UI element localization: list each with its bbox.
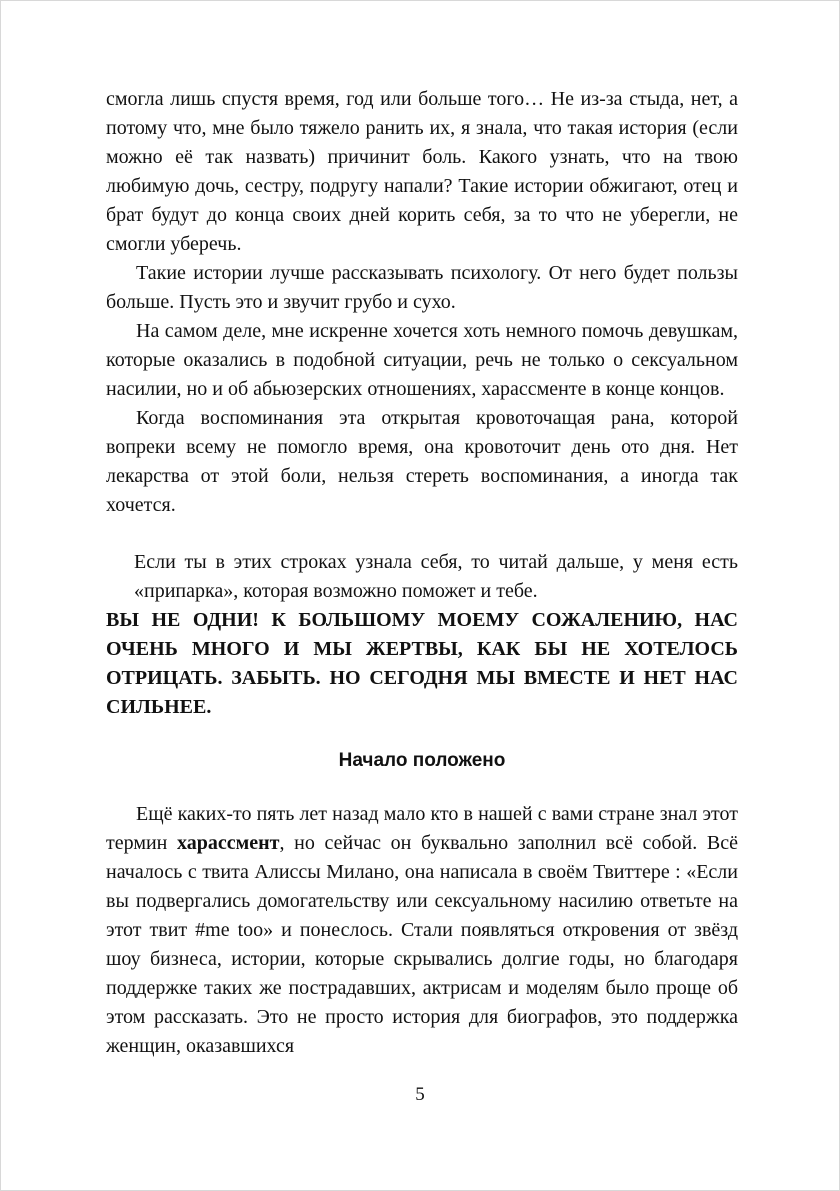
- paragraph: На самом деле, мне искренне хочется хоть немного помочь девушкам, которые оказались в подобной ситуации, речь не только о сексуальном насилии, но и об абьюзерских отношениях, харассменте в конце концов.: [106, 320, 738, 400]
- highlighted-term: харассмент: [177, 832, 280, 854]
- section-heading: Начало положено: [338, 750, 506, 771]
- paragraph-with-term: [106, 800, 738, 1061]
- paragraph-continued: смогла лишь спустя время, год или больше того… Не из-за стыда, нет, а потому что, мне было тяжело ранить их, я знала, что такая история (если можно её так назвать) причинит боль. Какого узнать, что на твою любимую дочь, сестру, подругу напали? Такие истории обжигают, отец и брат будут до конца своих дней корить себя, за то что не уберегли, не смогли уберечь.: [106, 88, 738, 255]
- emphasis-paragraph: ВЫ НЕ ОДНИ! К БОЛЬШОМУ МОЕМУ СОЖАЛЕНИЮ, НАС ОЧЕНЬ МНОГО И МЫ ЖЕРТВЫ, КАК БЫ НЕ ХОТЕЛОСЬ ОТРИЦАТЬ. ЗАБЫТЬ. НО СЕГОДНЯ МЫ ВМЕСТЕ И НЕТ НАС СИЛЬНЕЕ.: [106, 609, 738, 718]
- paragraph: Когда воспоминания эта открытая кровоточащая рана, которой вопреки всему не помогло время, она кровоточит день ото дня. Нет лекарства от этой боли, нельзя стереть воспоминания, а иногда так хочется.: [106, 407, 738, 516]
- page-text-block: [106, 85, 738, 1061]
- paragraph-text: , но сейчас он буквально заполнил всё собой. Всё началось с твита Алиссы Милано, она написала в своём Твиттере : «Если вы подвергались домогательству или сексуальному насилию ответьте на этот твит #me too» и понеслось. Стали появляться откровения от звёзд шоу бизнеса, истории, которые скрывались долгие годы, но благодаря поддержке таких же пострадавших, актрисам и моделям было проще об этом рассказать. Это не просто история для биографов, это поддержка женщин, оказавшихся: [106, 832, 738, 1057]
- paragraph: Такие истории лучше рассказывать психологу. От него будет пользы больше. Пусть это и звучит грубо и сухо.: [106, 262, 738, 313]
- paragraph-text: Ещё каких-то пять лет назад мало кто в нашей с вами стране знал этот термин: [106, 803, 738, 854]
- quote-paragraph: Если ты в этих строках узнала себя, то читай дальше, у меня есть «припарка», которая возможно поможет и тебе.: [134, 551, 738, 602]
- page-number: 5: [415, 1084, 425, 1105]
